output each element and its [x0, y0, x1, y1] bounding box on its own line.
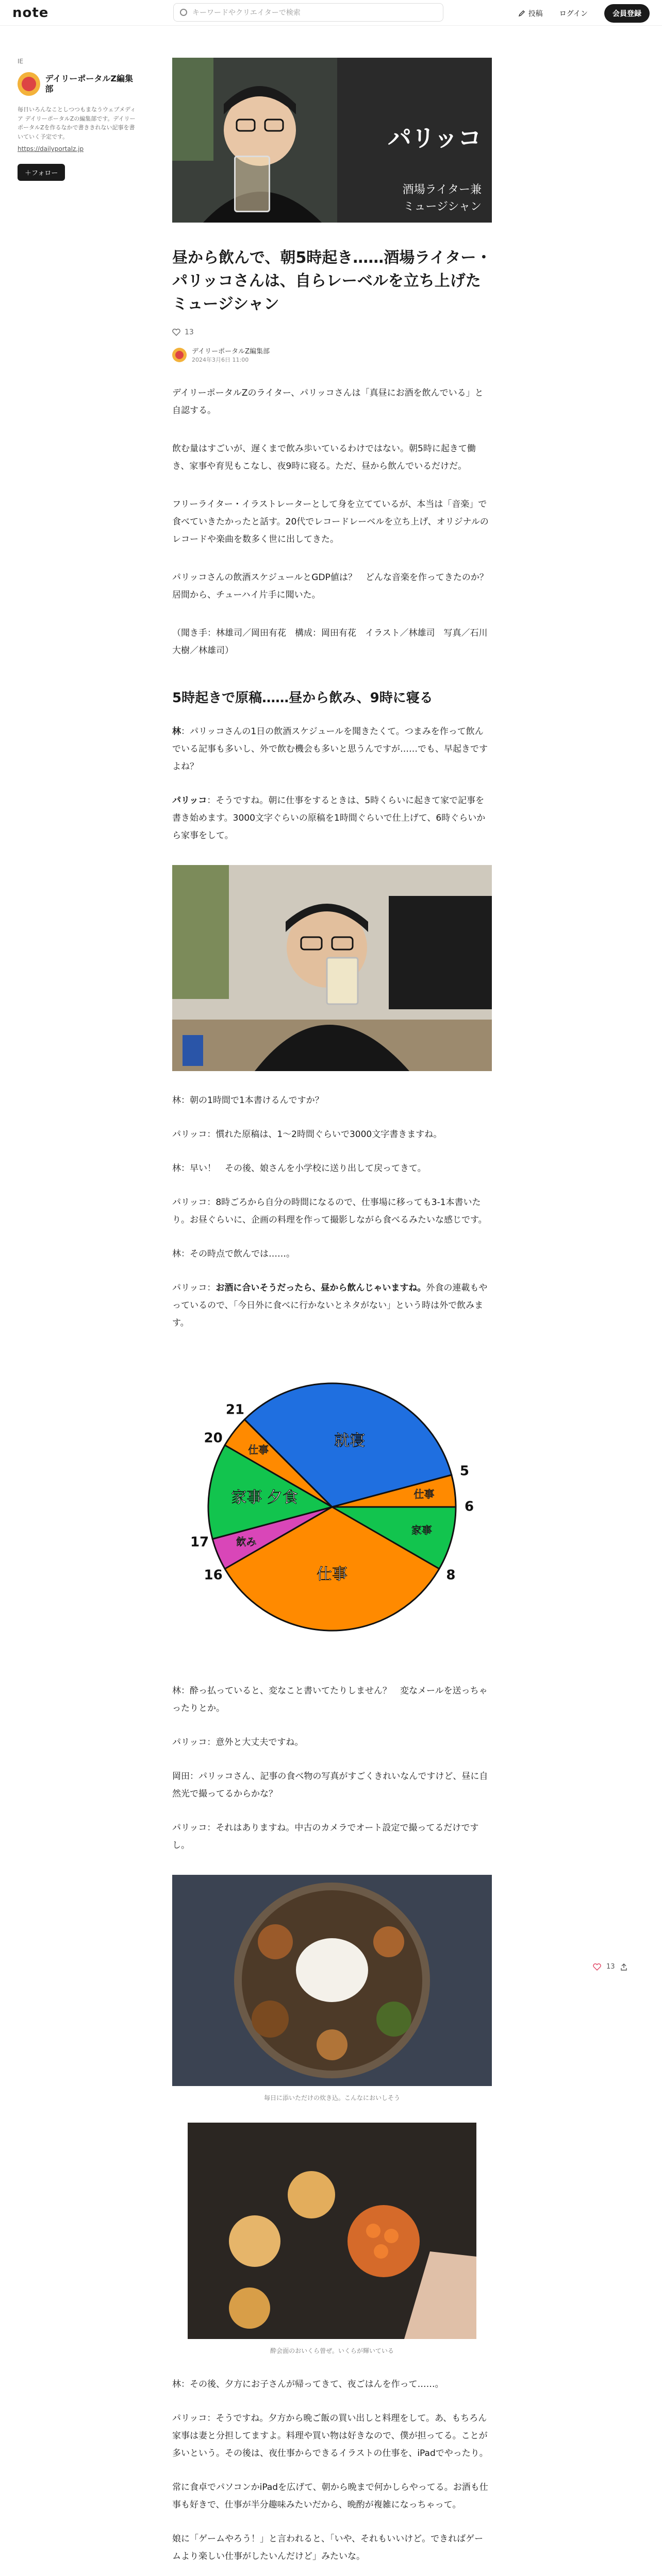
- byline-avatar-face-icon: [175, 351, 184, 359]
- hero-image: [172, 58, 492, 223]
- pie-slice-label: 飲み: [236, 1535, 257, 1548]
- dialogue-text: ：そうですね。朝に仕事をするときは、5時くらいに起きて家で記事を書き始めます。3000文字ぐらいの原稿を1時間ぐらいで仕上げて、6時ぐらいから家事をして。: [172, 795, 486, 841]
- hour-tick-label: 17: [190, 1534, 209, 1550]
- share-icon[interactable]: [620, 1963, 627, 1971]
- hour-tick-label: 6: [464, 1499, 474, 1515]
- food-photo-rice: [172, 1875, 492, 2086]
- caption-2: 酔会面のおいくら曽ぜ。いくらが輝いている: [270, 2347, 394, 2354]
- dialogue-q2: 林：朝の1時間で1本書けるんですか？: [172, 1095, 324, 1106]
- pencil-icon: [518, 10, 525, 17]
- schedule-pie-chart: [172, 1352, 492, 1662]
- hero-subtitle: [403, 181, 482, 215]
- food-photo-ikura: [188, 2123, 476, 2339]
- heart-icon[interactable]: [172, 329, 180, 336]
- chuhai-glass-icon: [234, 156, 270, 212]
- byline-name[interactable]: デイリーポータルZ編集部: [192, 348, 270, 355]
- author-avatar[interactable]: [18, 72, 40, 96]
- byline-date: 2024年3月6日 11:00: [192, 357, 249, 363]
- photo-food-1: [172, 1875, 492, 2086]
- intro-paragraph-2: 飲む量はすごいが、遅くまで飲み歩いているわけではない。朝5時に起きて働き、家事や育児もこなし、夜9時に寝る。ただ、昼から飲んでいるだけだ。: [172, 444, 476, 471]
- search-input[interactable]: [173, 3, 443, 22]
- dialogue-q7: 林：その後、夕方にお子さんが帰ってきて、夜ごはんを作って……。: [172, 2379, 444, 2389]
- dialogue-a5: パリッコ：意外と大丈夫ですね。: [172, 1737, 304, 1748]
- hour-tick-label: 8: [446, 1567, 456, 1583]
- dialogue-a3: パリッコ：8時ごろから自分の時間になるので、仕事場に移っても3-1本書いたり。お昼ぐらいに、企画の料理を作って撮影しながら食べるみたいな感じです。: [172, 1197, 487, 1225]
- login-button[interactable]: ログイン: [559, 10, 588, 18]
- floating-like-count: 13: [606, 1963, 615, 1971]
- pie-slice-label: 就寝: [334, 1431, 366, 1450]
- dialogue-text: 外食の連載もやっているので、「今日外に食べに行かないとネタがない」という時は外で飲みます。: [172, 1283, 488, 1328]
- hero-title: パリッコ: [387, 124, 482, 152]
- intro-paragraph-4: パリッコさんの飲酒スケジュールとGDP値は？ どんな音楽を作ってきたのか？ 居間から、チューハイ片手に聞いた。: [172, 572, 497, 600]
- pie-slice-label: 家事 夕食: [231, 1488, 298, 1507]
- bold-text: お酒に合いそうだったら、昼から飲んじゃいますね。: [216, 1283, 426, 1293]
- article-title: 昼から飲んで、朝5時起き……酒場ライター・パリッコさんは、自らレーベルを立ち上げたミュージシャン: [172, 249, 492, 313]
- like-row[interactable]: [172, 328, 492, 336]
- credit-paragraph: （聞き手：林雄司／岡田有花 構成：岡田有花 イラスト／林雄司 写真／石川大樹／林雄司）: [172, 628, 488, 656]
- author-row[interactable]: [18, 72, 136, 96]
- dialogue-q6: 岡田：パリッコさん、記事の食べ物の写真がすごくきれいなんですけど、昼に自然光で撮ってるからかな？: [172, 1771, 488, 1799]
- pie-slice-label: 家事: [411, 1524, 432, 1537]
- hour-tick-label: 21: [225, 1402, 245, 1418]
- byline-avatar[interactable]: [172, 348, 187, 362]
- pie-chart-svg: [172, 1352, 492, 1662]
- speaker-label: パリッコ: [172, 795, 207, 806]
- drinking-photo: [172, 865, 492, 1071]
- dialogue-q4: 林：その時点で飲んでは……。: [172, 1249, 295, 1259]
- header-actions: [518, 4, 650, 23]
- caption-1: 毎日に添いただけの炊き込。こんなにおいしそう: [263, 2094, 400, 2102]
- pie-slice-label: 仕事: [248, 1443, 269, 1456]
- article: [172, 58, 497, 2576]
- floating-heart-icon[interactable]: [593, 1963, 601, 1971]
- author-profile-link[interactable]: https://dailyportalz.jp: [18, 145, 84, 153]
- follow-label: フォロー: [31, 170, 58, 178]
- avatar-face-icon: [22, 77, 36, 91]
- hour-tick-label: 20: [204, 1430, 223, 1446]
- post-button[interactable]: [518, 8, 543, 19]
- site-header: [0, 0, 662, 26]
- signup-button[interactable]: 会員登録: [604, 4, 650, 23]
- sidebar-tiny-label: IE: [18, 58, 24, 65]
- pie-slice-label: 仕事: [317, 1565, 347, 1584]
- intro-paragraph-1: デイリーポータルZのライター、パリッコさんは「真昼にお酒を飲んでいる」と自認する。: [172, 388, 484, 416]
- hour-tick-label: 16: [204, 1567, 223, 1583]
- dialogue-a7b: 常に食卓でパソコンかiPadを広げて、朝から晩まで何かしらやってる。お酒も仕事も好きで、仕事が半分趣味みたいだから、晩酌が複雑になっちゃって。: [172, 2482, 488, 2510]
- dialogue-q1: [172, 723, 492, 775]
- speaker-label: パリッコ：: [172, 1283, 216, 1293]
- author-bio: 毎日いろんなことしつつもまなうウェブメディア デイリーポータルZの編集部です。デイリーポータルZを作るなかで書ききれない記事を書いていく予定です。: [18, 106, 136, 140]
- dialogue-a2: パリッコ：慣れた原稿は、1〜2時間ぐらいで3000文字書きますね。: [172, 1129, 442, 1140]
- pie-slice-label: 仕事: [413, 1488, 435, 1501]
- intro-paragraph-3: フリーライター・イラストレーターとして身を立てているが、本当は「音楽」で食べていきたかったと話す。20代でレコードレーベルを立ち上げ、オリジナルのレコードや楽曲を数多く世に出してきた。: [172, 499, 489, 545]
- note-logo[interactable]: note: [12, 5, 49, 21]
- dialogue-q3: 林：早い！ その後、娘さんを小学校に送り出して戻ってきて。: [172, 1163, 426, 1174]
- dialogue-text: ：パリッコさんの1日の飲酒スケジュールを聞きたくて。つまみを作って飲んでいる記事も多いし、外で飲む機会も多いと思うんですが……でも、早起きですよね？: [172, 726, 488, 772]
- hero-sub-line-2: ミュージシャン: [403, 200, 482, 213]
- floating-like-bar: [593, 1963, 627, 1971]
- dialogue-a4: [172, 1279, 492, 1332]
- post-label: 投稿: [528, 10, 543, 18]
- follow-button[interactable]: ＋フォロー: [18, 164, 65, 181]
- search-placeholder: キーワードやクリエイターで検索: [192, 9, 301, 17]
- photo-drinking: [172, 865, 492, 1071]
- search-icon: [180, 9, 187, 16]
- dialogue-a7: パリッコ：そうですね。夕方から晩ご飯の買い出しと料理をして。あ、もちろん家事は妻と分担してますよ。料理や買い物は好きなので、僕が担ってる。ことが多いという。その後は、夜仕事からできるイラストの仕事を、iPadでやったり。: [172, 2413, 488, 2459]
- author-sidebar: [18, 58, 136, 181]
- author-name[interactable]: デイリーポータルZ編集部: [45, 74, 134, 94]
- dialogue-q5: 林：酔っ払っていると、変なこと書いてたりしません？ 変なメールを送っちゃったりとか。: [172, 1686, 488, 1714]
- dialogue-a1: [172, 792, 492, 844]
- hero-sub-line-1: 酒場ライター兼: [402, 183, 482, 196]
- hour-tick-label: 5: [459, 1463, 469, 1479]
- dialogue-a7c: 娘に「ゲームやろう！」と言われると、「いや、それもいいけど。できればゲームより楽しい仕事がしたいんだけど」みたいな。: [172, 2534, 484, 2562]
- speaker-label: 林: [172, 726, 181, 737]
- byline[interactable]: [172, 346, 492, 364]
- like-count: 13: [185, 328, 194, 336]
- section-heading-1: 5時起きで原稿……昼から飲み、9時に寝る: [172, 690, 433, 706]
- photo-food-2: [188, 2123, 476, 2339]
- dialogue-a6: パリッコ：それはありますね。中古のカメラでオート設定で撮ってるだけですし。: [172, 1823, 479, 1851]
